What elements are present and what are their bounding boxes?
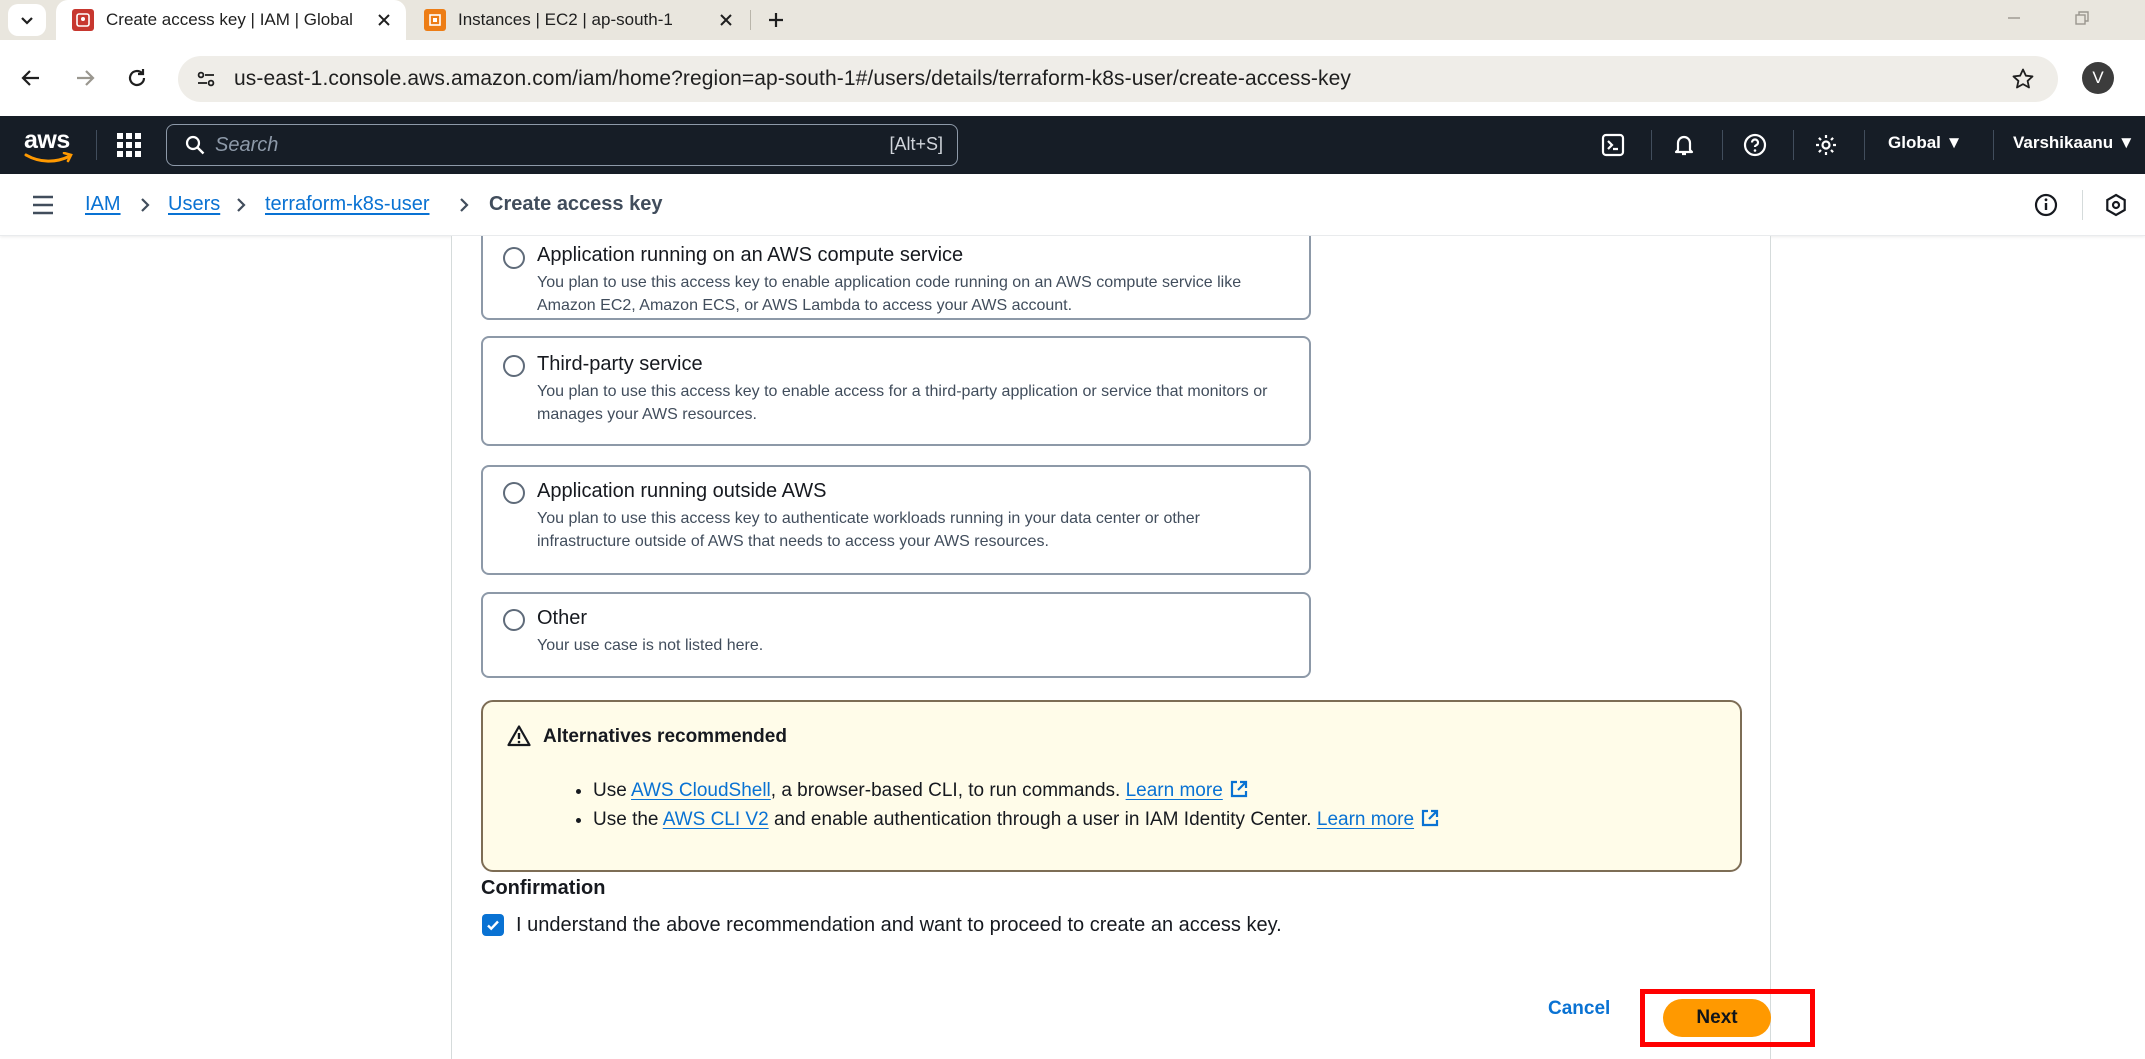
option-other[interactable] [481,592,1311,678]
highlight-box [1640,989,1815,1047]
confirmation-checkbox[interactable] [482,914,504,936]
minimize-icon [2006,10,2022,26]
page-content [0,236,2145,1059]
tab-divider [750,10,751,30]
option-title: Other [537,607,588,629]
notifications-button[interactable] [1666,127,1702,163]
tab-instances-ec2[interactable] [408,0,748,40]
tab-title: Create access key | IAM | Global [106,10,353,29]
breadcrumb-current: Create access key [489,193,663,215]
external-link-icon[interactable] [1420,808,1440,828]
restore-button[interactable] [2052,0,2112,36]
cloudshell-icon [1601,133,1625,157]
back-button[interactable] [10,57,52,99]
url-bar[interactable] [178,56,2058,102]
next-button[interactable]: Next [1663,999,1771,1037]
breadcrumb-user[interactable]: terraform-k8s-user [265,193,430,215]
alert-item-cli [593,805,1440,834]
new-tab-button[interactable] [760,4,792,36]
search-icon [185,135,205,155]
profile-avatar[interactable]: V [2082,62,2114,94]
search-shortcut: [Alt+S] [889,134,943,154]
radio-button[interactable] [503,355,525,377]
site-settings-icon[interactable] [186,61,226,97]
info-button[interactable] [2031,190,2061,220]
alert-title: Alternatives recommended [543,726,787,747]
external-link-icon[interactable] [1229,779,1249,799]
alert-text: Use [593,780,632,801]
nav-divider [1651,130,1652,160]
confirmation-title: Confirmation [481,877,606,899]
arrow-right-icon [74,67,96,89]
settings-panel-button[interactable] [2101,190,2131,220]
option-description: You plan to use this access key to authenticate workloads running in your data center or other infrastructure outside of AWS that needs to access your AWS resources. [537,510,1200,550]
learn-more-link[interactable]: Learn more [1316,809,1415,830]
radio-button[interactable] [503,482,525,504]
nav-divider [96,130,97,160]
divider [2082,190,2083,220]
cancel-button[interactable]: Cancel [1548,998,1611,1019]
option-description: You plan to use this access key to enable application code running on an AWS compute service like Amazon EC2, Amazon ECS, or AWS Lambda to access your AWS account. [537,274,1242,314]
bookmark-star-icon[interactable] [2006,62,2040,96]
reload-button[interactable] [116,57,158,99]
option-description: Your use case is not listed here. [537,637,764,654]
hexagon-settings-icon [2104,193,2128,217]
option-outside-aws[interactable] [481,465,1311,575]
aws-console-nav [0,116,2145,174]
breadcrumb-bar [0,174,2145,236]
nav-divider [1864,130,1865,160]
aws-smile-icon [24,152,74,164]
close-tab-icon[interactable] [710,4,742,36]
bell-icon [1672,133,1696,157]
chevron-right-icon [455,196,473,214]
checkmark-icon [485,917,501,933]
alert-text: and enable authentication through a user in IAM Identity Center. [768,809,1317,830]
nav-divider [1793,130,1794,160]
option-title: Application running on an AWS compute service [537,244,964,266]
browser-tab-bar [0,0,2145,40]
learn-more-link[interactable]: Learn more [1125,780,1223,801]
url-text: us-east-1.console.aws.amazon.com/iam/home?region=ap-south-1#/users/details/terraform-k8s-user/create-access-key [234,67,1351,90]
region-selector[interactable]: Global ▼ [1888,133,1963,152]
aws-logo[interactable] [22,126,78,164]
ec2-favicon-icon [424,9,446,31]
alert-text: Use the [593,809,663,830]
aws-search-input[interactable] [166,124,958,166]
nav-divider [1993,130,1994,160]
cli-v2-link[interactable]: AWS CLI V2 [662,809,769,830]
alert-text: , a browser-based CLI, to run commands. [770,780,1126,801]
services-grid-icon[interactable] [116,132,142,158]
confirmation-label[interactable]: I understand the above recommendation and want to proceed to create an access key. [516,914,1282,936]
chevron-right-icon [232,196,250,214]
option-description: You plan to use this access key to enable access for a third-party application or service that monitors or manages your AWS resources. [537,383,1268,423]
reload-icon [126,67,148,89]
close-tab-icon[interactable] [368,4,400,36]
help-icon [1743,133,1767,157]
chevron-right-icon [136,196,154,214]
browser-address-bar [0,40,2145,116]
option-aws-compute[interactable] [481,236,1311,320]
alternatives-alert [481,700,1742,872]
tab-title: Instances | EC2 | ap-south-1 [458,10,673,29]
account-menu[interactable]: Varshikaanu ▼ [2013,133,2135,152]
help-button[interactable] [1737,127,1773,163]
breadcrumb-iam[interactable]: IAM [85,193,121,215]
settings-button[interactable] [1808,127,1844,163]
alert-list [593,776,1440,834]
search-placeholder: Search [215,133,279,156]
radio-button[interactable] [503,609,525,631]
restore-icon [2074,10,2090,26]
radio-button[interactable] [503,247,525,269]
breadcrumb-users[interactable]: Users [168,193,221,215]
chevron-down-icon [19,12,35,28]
warning-icon [507,724,531,748]
alert-item-cloudshell [593,776,1440,805]
option-third-party[interactable] [481,336,1311,446]
arrow-left-icon [20,67,42,89]
option-title: Application running outside AWS [537,480,827,502]
minimize-button[interactable] [1984,0,2044,36]
nav-divider [1722,130,1723,160]
forward-button[interactable] [64,57,106,99]
info-icon [2034,193,2058,217]
menu-icon[interactable] [30,192,56,218]
cloudshell-link[interactable]: AWS CloudShell [631,780,771,801]
tab-create-access-key[interactable] [56,0,406,40]
cloudshell-button[interactable] [1595,127,1631,163]
iam-favicon-icon [72,9,94,31]
aws-logo-text: aws [24,126,70,154]
gear-icon [1814,133,1838,157]
tab-search-button[interactable] [8,4,46,36]
option-title: Third-party service [537,353,703,375]
plus-icon [767,11,785,29]
